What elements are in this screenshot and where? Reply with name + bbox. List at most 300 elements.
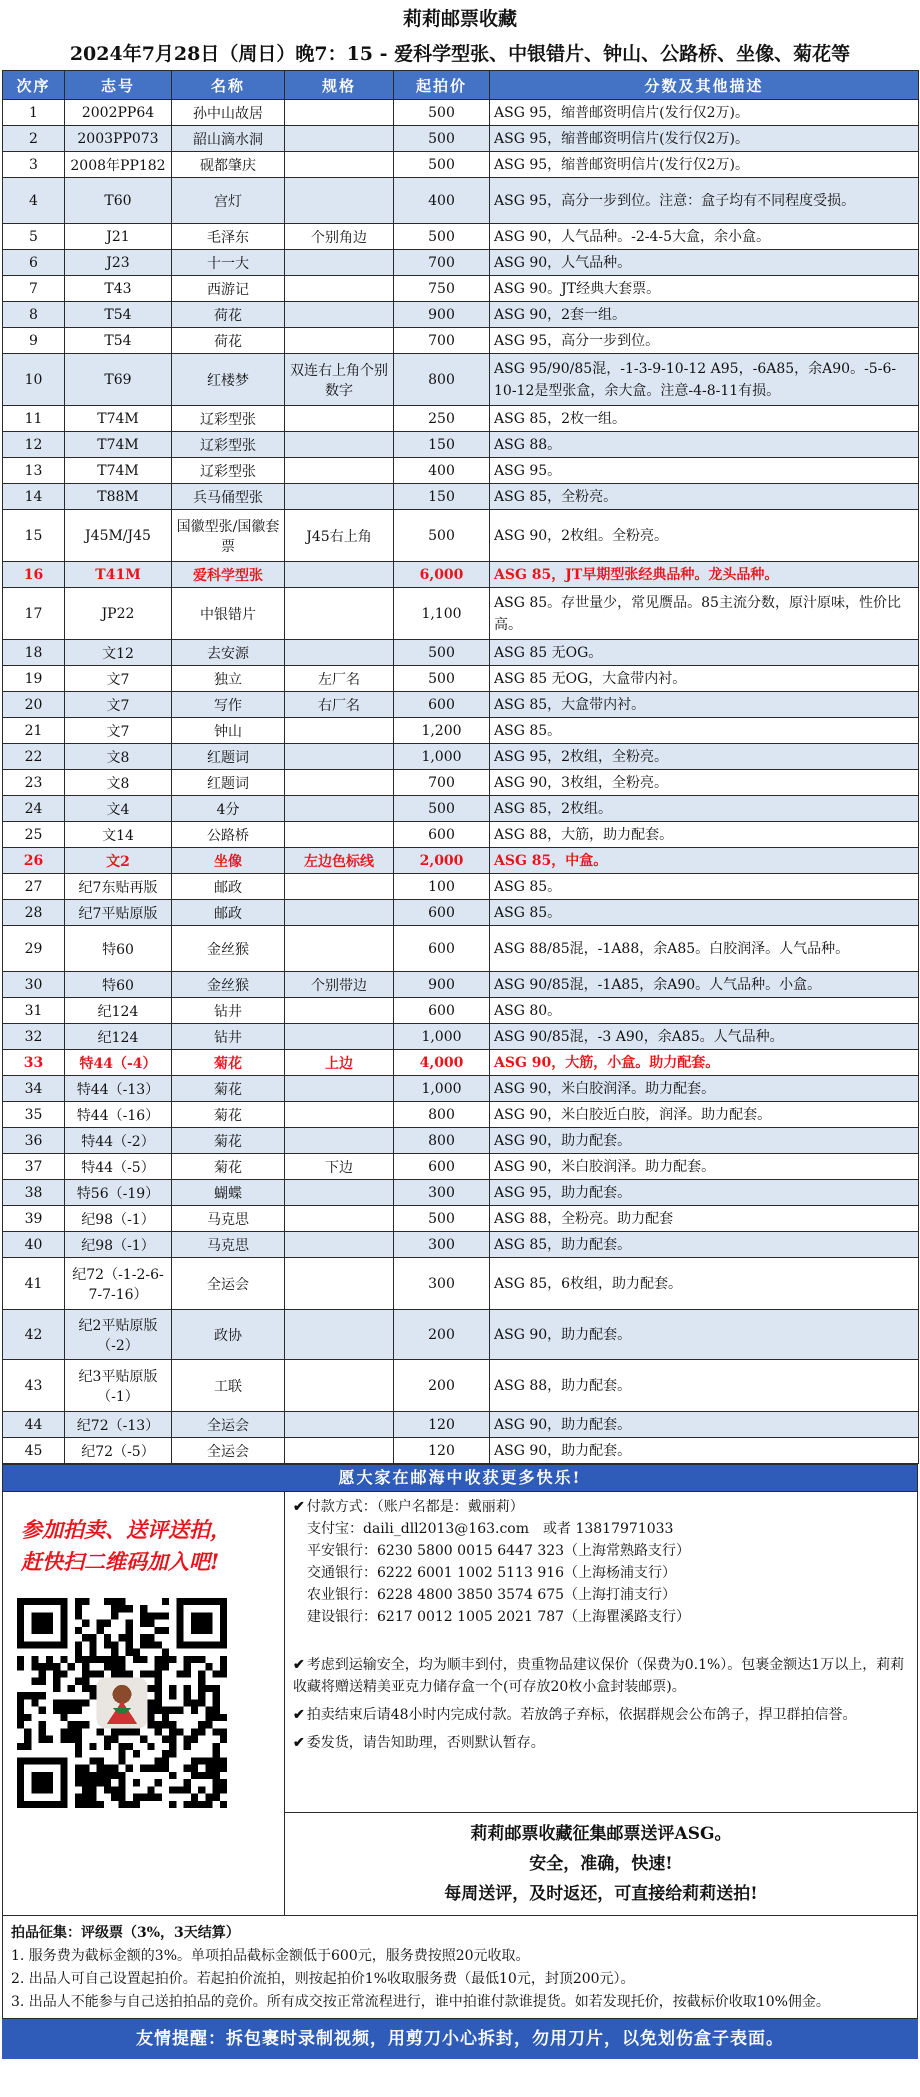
lot-name: 邮政: [172, 900, 285, 926]
lot-name: 全运会: [172, 1258, 285, 1310]
lot-start-price: 700: [394, 250, 490, 276]
payment-panel: [285, 1492, 917, 1812]
table-row: [3, 1232, 919, 1258]
table-row: [3, 822, 919, 848]
table-row: [3, 874, 919, 900]
column-header: 名称: [172, 71, 285, 100]
slogan-section: [2, 1812, 918, 1915]
lot-spec: [285, 900, 394, 926]
lot-spec: [285, 744, 394, 770]
lot-description: ASG 95，高分一步到位。注意：盒子均有不同程度受损。: [490, 178, 919, 224]
lot-description: ASG 95，助力配套。: [490, 1180, 919, 1206]
lot-number: 6: [3, 250, 65, 276]
table-row: [3, 692, 919, 718]
lot-name: 毛泽东: [172, 224, 285, 250]
lot-code: T74M: [65, 406, 172, 432]
lot-spec: [285, 484, 394, 510]
table-row: [3, 1438, 919, 1464]
lot-description: ASG 90，大筋，小盒。助力配套。: [490, 1050, 919, 1076]
slogan-line-2: 安全，准确，快速!: [529, 1854, 673, 1874]
lot-start-price: 500: [394, 224, 490, 250]
greeting-banner: 愿大家在邮海中收获更多快乐!: [2, 1464, 918, 1492]
note-text: 拍卖结束后请48小时内完成付款。若放鸽子弃标，依据群规会公布鸽子，捍卫群拍信誉。: [306, 1707, 857, 1723]
lot-spec: [285, 152, 394, 178]
table-row: [3, 1360, 919, 1412]
lot-number: 18: [3, 640, 65, 666]
lots-table: [2, 70, 919, 1464]
lot-name: 菊花: [172, 1154, 285, 1180]
rules-section: [2, 1915, 918, 2019]
slogan-line-3: 每周送评，及时返还，可直接给莉莉送拍!: [444, 1884, 758, 1904]
column-header: 起拍价: [394, 71, 490, 100]
lot-number: 19: [3, 666, 65, 692]
lot-description: ASG 88。: [490, 432, 919, 458]
table-row: [3, 640, 919, 666]
lot-spec: [285, 126, 394, 152]
lot-name: 钻井: [172, 998, 285, 1024]
lot-number: 23: [3, 770, 65, 796]
shipping-note: [293, 1654, 911, 1698]
lot-start-price: 500: [394, 666, 490, 692]
lot-description: ASG 85，大盒带内衬。: [490, 692, 919, 718]
lot-start-price: 900: [394, 972, 490, 998]
lot-description: ASG 90，米白胶近白胶，润泽。助力配套。: [490, 1102, 919, 1128]
lot-description: ASG 90，助力配套。: [490, 1412, 919, 1438]
note-text: 考虑到运输安全，均为顺丰到付，贵重物品建议保价（保费为0.1%）。包裹金额达1万以上，莉莉收藏将赠送精美亚克力储存盒一个(可存放20枚小盒封装邮票)。: [293, 1657, 905, 1695]
lot-number: 24: [3, 796, 65, 822]
lot-code: 文8: [65, 744, 172, 770]
lot-spec: [285, 1076, 394, 1102]
lot-description: ASG 95，缩普邮资明信片(发行仅2万)。: [490, 100, 919, 126]
slogan-line-1: 莉莉邮票收藏征集邮票送评ASG。: [470, 1824, 732, 1844]
table-row: [3, 1102, 919, 1128]
lot-name: 爱科学型张: [172, 562, 285, 588]
lot-name: 公路桥: [172, 822, 285, 848]
lot-code: 纪7东贴再版: [65, 874, 172, 900]
lot-description: ASG 85，6枚组，助力配套。: [490, 1258, 919, 1310]
lot-number: 12: [3, 432, 65, 458]
lot-spec: [285, 1258, 394, 1310]
lot-number: 43: [3, 1360, 65, 1412]
lot-start-price: 600: [394, 692, 490, 718]
lot-description: ASG 85。: [490, 874, 919, 900]
lot-start-price: 700: [394, 770, 490, 796]
column-header: 规格: [285, 71, 394, 100]
lot-name: 砚都肇庆: [172, 152, 285, 178]
lot-name: 西游记: [172, 276, 285, 302]
lot-name: 国徽型张/国徽套票: [172, 510, 285, 562]
lot-name: 荷花: [172, 328, 285, 354]
lot-description: ASG 85。: [490, 718, 919, 744]
lot-spec: [285, 562, 394, 588]
lot-code: JP22: [65, 588, 172, 640]
table-row: [3, 458, 919, 484]
table-row: [3, 718, 919, 744]
lot-start-price: 200: [394, 1360, 490, 1412]
lot-start-price: 6,000: [394, 562, 490, 588]
table-row: [3, 998, 919, 1024]
lot-name: 辽彩型张: [172, 458, 285, 484]
check-icon: ✔: [293, 1707, 305, 1723]
lot-spec: [285, 432, 394, 458]
lot-code: 纪98（-1）: [65, 1206, 172, 1232]
lot-number: 15: [3, 510, 65, 562]
lot-start-price: 600: [394, 900, 490, 926]
lot-name: 4分: [172, 796, 285, 822]
lot-start-price: 1,000: [394, 1076, 490, 1102]
lots-body: [3, 100, 919, 1464]
lot-description: ASG 90，2枚组。全粉亮。: [490, 510, 919, 562]
lot-number: 45: [3, 1438, 65, 1464]
lot-start-price: 600: [394, 1154, 490, 1180]
lot-start-price: 4,000: [394, 1050, 490, 1076]
check-icon: ✔: [293, 1657, 305, 1673]
lot-number: 4: [3, 178, 65, 224]
lot-description: ASG 90，米白胶润泽。助力配套。: [490, 1154, 919, 1180]
lot-spec: [285, 302, 394, 328]
lot-number: 37: [3, 1154, 65, 1180]
lot-start-price: 700: [394, 328, 490, 354]
lot-description: ASG 88/85混，-1A88，余A85。白胶润泽。人气品种。: [490, 926, 919, 972]
table-row: [3, 1310, 919, 1360]
table-row: [3, 1024, 919, 1050]
lot-description: ASG 85，2枚组。: [490, 796, 919, 822]
lot-start-price: 800: [394, 354, 490, 406]
lot-number: 20: [3, 692, 65, 718]
lot-code: 特44（-2）: [65, 1128, 172, 1154]
lot-description: ASG 88，助力配套。: [490, 1360, 919, 1412]
lot-number: 27: [3, 874, 65, 900]
lot-code: J23: [65, 250, 172, 276]
lot-description: ASG 90/85混，-3 A90，余A85。人气品种。: [490, 1024, 919, 1050]
lot-spec: [285, 458, 394, 484]
lot-name: 孙中山故居: [172, 100, 285, 126]
lot-description: ASG 85 无OG。: [490, 640, 919, 666]
lot-number: 25: [3, 822, 65, 848]
lot-start-price: 300: [394, 1180, 490, 1206]
lot-description: ASG 90，2套一组。: [490, 302, 919, 328]
lot-name: 蝴蝶: [172, 1180, 285, 1206]
lot-description: ASG 85 无OG，大盒带内衬。: [490, 666, 919, 692]
lot-description: ASG 90，助力配套。: [490, 1128, 919, 1154]
lot-number: 13: [3, 458, 65, 484]
lot-code: 纪72（-5）: [65, 1438, 172, 1464]
lot-start-price: 120: [394, 1412, 490, 1438]
lot-description: ASG 90，助力配套。: [490, 1438, 919, 1464]
table-row: [3, 224, 919, 250]
lot-spec: 左边色标线: [285, 848, 394, 874]
lot-description: ASG 88，全粉亮。助力配套: [490, 1206, 919, 1232]
lot-start-price: 500: [394, 100, 490, 126]
lot-description: ASG 85，助力配套。: [490, 1232, 919, 1258]
lot-spec: 右厂名: [285, 692, 394, 718]
lot-number: 36: [3, 1128, 65, 1154]
table-row: [3, 1050, 919, 1076]
table-row: [3, 250, 919, 276]
lot-number: 39: [3, 1206, 65, 1232]
lot-spec: [285, 1438, 394, 1464]
lot-name: 邮政: [172, 874, 285, 900]
table-row: [3, 562, 919, 588]
lot-description: ASG 95/90/85混，-1-3-9-10-12 A95，-6A85，余A90。-5-6-10-12是型张盒，余大盒。注意-4-8-11有损。: [490, 354, 919, 406]
lot-code: J45M/J45: [65, 510, 172, 562]
table-row: [3, 406, 919, 432]
lot-description: ASG 95，2枚组，全粉亮。: [490, 744, 919, 770]
lot-spec: [285, 998, 394, 1024]
lot-code: 纪124: [65, 1024, 172, 1050]
table-row: [3, 1258, 919, 1310]
lot-code: T88M: [65, 484, 172, 510]
lot-start-price: 400: [394, 458, 490, 484]
lot-name: 兵马俑型张: [172, 484, 285, 510]
lot-number: 32: [3, 1024, 65, 1050]
lot-start-price: 250: [394, 406, 490, 432]
payment-deadline-note: [293, 1704, 911, 1726]
table-row: [3, 276, 919, 302]
table-row: [3, 972, 919, 998]
lot-spec: [285, 1360, 394, 1412]
lot-code: 特44（-5）: [65, 1154, 172, 1180]
lot-description: ASG 90，人气品种。: [490, 250, 919, 276]
lot-start-price: 600: [394, 926, 490, 972]
lot-number: 1: [3, 100, 65, 126]
lot-name: 红楼梦: [172, 354, 285, 406]
lot-name: 政协: [172, 1310, 285, 1360]
lot-start-price: 300: [394, 1258, 490, 1310]
lot-code: 纪124: [65, 998, 172, 1024]
lot-start-price: 500: [394, 152, 490, 178]
lot-name: 辽彩型张: [172, 406, 285, 432]
lot-name: 坐像: [172, 848, 285, 874]
table-row: [3, 588, 919, 640]
lot-start-price: 600: [394, 998, 490, 1024]
lot-code: 纪3平贴原版（-1）: [65, 1360, 172, 1412]
lot-description: ASG 90。JT经典大套票。: [490, 276, 919, 302]
rule-item: 3. 出品人不能参与自己送拍拍品的竞价。所有成交按正常流程进行，谁中拍谁付款谁提货。如若发现托价，按截标价收取10%佣金。: [11, 1994, 830, 2010]
lot-number: 17: [3, 588, 65, 640]
lot-code: 特44（-13）: [65, 1076, 172, 1102]
lot-name: 全运会: [172, 1438, 285, 1464]
lot-code: 文7: [65, 718, 172, 744]
lot-number: 21: [3, 718, 65, 744]
rules-title: 拍品征集：评级票（3%，3天结算）: [11, 1925, 240, 1941]
lot-number: 11: [3, 406, 65, 432]
table-row: [3, 926, 919, 972]
table-row: [3, 328, 919, 354]
lot-start-price: 2,000: [394, 848, 490, 874]
lot-description: ASG 90，人气品种。-2-4-5大盒，余小盒。: [490, 224, 919, 250]
lot-spec: 上边: [285, 1050, 394, 1076]
lot-code: 文4: [65, 796, 172, 822]
lot-description: ASG 85，JT早期型张经典品种。龙头品种。: [490, 562, 919, 588]
lot-code: 纪2平贴原版（-2）: [65, 1310, 172, 1360]
slogan-spacer: [3, 1812, 285, 1915]
table-row: [3, 744, 919, 770]
lot-description: ASG 95，高分一步到位。: [490, 328, 919, 354]
lot-spec: 双连右上角个别数字: [285, 354, 394, 406]
lot-code: T54: [65, 302, 172, 328]
table-header-row: [3, 71, 919, 100]
lot-code: T60: [65, 178, 172, 224]
lot-name: 菊花: [172, 1102, 285, 1128]
lot-start-price: 500: [394, 510, 490, 562]
lot-start-price: 1,000: [394, 1024, 490, 1050]
lot-number: 41: [3, 1258, 65, 1310]
table-row: [3, 1128, 919, 1154]
lot-code: T74M: [65, 458, 172, 484]
lot-name: 十一大: [172, 250, 285, 276]
lot-description: ASG 80。: [490, 998, 919, 1024]
lot-description: ASG 95，缩普邮资明信片(发行仅2万)。: [490, 126, 919, 152]
table-row: [3, 666, 919, 692]
lot-spec: [285, 1206, 394, 1232]
lot-start-price: 750: [394, 276, 490, 302]
lot-spec: [285, 1412, 394, 1438]
lot-number: 7: [3, 276, 65, 302]
table-row: [3, 302, 919, 328]
lot-spec: [285, 1232, 394, 1258]
lot-number: 34: [3, 1076, 65, 1102]
lot-code: 文14: [65, 822, 172, 848]
lot-start-price: 200: [394, 1310, 490, 1360]
lot-code: T41M: [65, 562, 172, 588]
lot-code: 文7: [65, 692, 172, 718]
lot-description: ASG 90/85混，-1A85，余A90。人气品种。小盒。: [490, 972, 919, 998]
rule-item: 2. 出品人可自己设置起拍价。若起拍价流拍，则按起拍价1%收取服务费（最低10元，封顶200元）。: [11, 1971, 635, 1987]
lot-name: 红题词: [172, 744, 285, 770]
lot-spec: [285, 796, 394, 822]
lot-name: 红题词: [172, 770, 285, 796]
lot-number: 29: [3, 926, 65, 972]
lot-code: 特44（-16）: [65, 1102, 172, 1128]
lot-description: ASG 85。: [490, 900, 919, 926]
table-row: [3, 1076, 919, 1102]
lot-code: 特60: [65, 926, 172, 972]
lot-start-price: 100: [394, 874, 490, 900]
poster-title: 莉莉邮票收藏: [402, 8, 517, 30]
lot-spec: [285, 874, 394, 900]
lot-spec: [285, 770, 394, 796]
lot-start-price: 500: [394, 1206, 490, 1232]
rule-item: 1. 服务费为截标金额的3%。单项拍品截标金额低于600元，服务费按照20元收取。: [11, 1948, 530, 1964]
lot-code: 特56（-19）: [65, 1180, 172, 1206]
lot-number: 28: [3, 900, 65, 926]
qr-code-icon[interactable]: [17, 1598, 227, 1808]
lot-name: 钻井: [172, 1024, 285, 1050]
lot-number: 3: [3, 152, 65, 178]
lot-code: 2002PP64: [65, 100, 172, 126]
lot-spec: [285, 1180, 394, 1206]
note-text: 委发货，请告知助理，否则默认暂存。: [306, 1735, 545, 1751]
lot-spec: [285, 178, 394, 224]
lot-name: 去安源: [172, 640, 285, 666]
lot-start-price: 1,100: [394, 588, 490, 640]
lot-name: 全运会: [172, 1412, 285, 1438]
lot-description: ASG 85，中盒。: [490, 848, 919, 874]
lot-number: 22: [3, 744, 65, 770]
table-row: [3, 1206, 919, 1232]
lot-spec: 个别角边: [285, 224, 394, 250]
table-row: [3, 1412, 919, 1438]
lot-spec: 下边: [285, 1154, 394, 1180]
lot-spec: J45右上角: [285, 510, 394, 562]
lot-name: 菊花: [172, 1050, 285, 1076]
lot-code: 纪7平贴原版: [65, 900, 172, 926]
lot-name: 中银错片: [172, 588, 285, 640]
lot-name: 马克思: [172, 1206, 285, 1232]
payment-title: [293, 1496, 911, 1518]
lot-start-price: 1,000: [394, 744, 490, 770]
table-row: [3, 1154, 919, 1180]
lot-description: ASG 90，助力配套。: [490, 1310, 919, 1360]
table-row: [3, 796, 919, 822]
lot-start-price: 900: [394, 302, 490, 328]
table-row: [3, 152, 919, 178]
lot-description: ASG 90，米白胶润泽。助力配套。: [490, 1076, 919, 1102]
lot-spec: [285, 588, 394, 640]
lot-spec: [285, 250, 394, 276]
lot-name: 钟山: [172, 718, 285, 744]
lot-code: T54: [65, 328, 172, 354]
lot-code: 纪72（-13）: [65, 1412, 172, 1438]
lot-spec: 左厂名: [285, 666, 394, 692]
lot-code: 特60: [65, 972, 172, 998]
lot-start-price: 800: [394, 1128, 490, 1154]
lot-number: 8: [3, 302, 65, 328]
check-icon: ✔: [293, 1499, 305, 1515]
table-row: [3, 848, 919, 874]
lot-number: 14: [3, 484, 65, 510]
lot-start-price: 300: [394, 1232, 490, 1258]
column-header: 志号: [65, 71, 172, 100]
lot-number: 2: [3, 126, 65, 152]
lot-code: 2003PP073: [65, 126, 172, 152]
lot-number: 38: [3, 1180, 65, 1206]
lot-code: T43: [65, 276, 172, 302]
lot-number: 33: [3, 1050, 65, 1076]
lot-code: T69: [65, 354, 172, 406]
lot-name: 宫灯: [172, 178, 285, 224]
lot-name: 写作: [172, 692, 285, 718]
lot-description: ASG 85，2枚一组。: [490, 406, 919, 432]
lot-name: 金丝猴: [172, 972, 285, 998]
lot-code: 纪98（-1）: [65, 1232, 172, 1258]
lot-start-price: 150: [394, 484, 490, 510]
bank-account: 农业银行：6228 4800 3850 3574 675（上海打浦支行）: [307, 1587, 677, 1603]
lot-start-price: 1,200: [394, 718, 490, 744]
lot-spec: 个别带边: [285, 972, 394, 998]
lot-code: 文8: [65, 770, 172, 796]
lot-start-price: 150: [394, 432, 490, 458]
lot-number: 9: [3, 328, 65, 354]
table-row: [3, 178, 919, 224]
bank-account: 交通银行：6222 6001 1002 5113 916（上海杨浦支行）: [307, 1565, 677, 1581]
column-header: 次序: [3, 71, 65, 100]
lot-description: ASG 90，3枚组，全粉亮。: [490, 770, 919, 796]
bank-account: 平安银行：6230 5800 0015 6447 323（上海常熟路支行）: [307, 1543, 691, 1559]
lot-name: 工联: [172, 1360, 285, 1412]
lot-spec: [285, 640, 394, 666]
table-row: [3, 484, 919, 510]
lot-description: ASG 85，全粉亮。: [490, 484, 919, 510]
lot-code: 文2: [65, 848, 172, 874]
promo-line-2: 赶快扫二维码加入吧!: [21, 1549, 220, 1574]
lot-number: 31: [3, 998, 65, 1024]
lot-description: ASG 95。: [490, 458, 919, 484]
lot-name: 独立: [172, 666, 285, 692]
table-row: [3, 770, 919, 796]
lot-spec: [285, 406, 394, 432]
